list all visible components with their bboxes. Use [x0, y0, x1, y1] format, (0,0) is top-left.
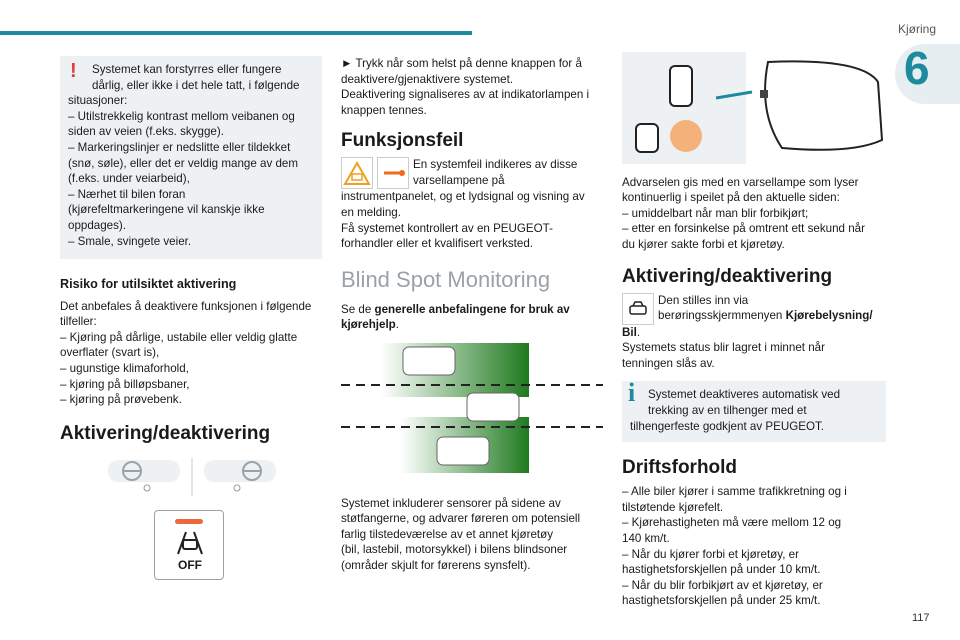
see-bold: generelle anbefalingene for bruk av kjørehjelp	[341, 302, 570, 332]
header-bar	[0, 31, 472, 35]
fault-heading: Funksjonsfeil	[341, 130, 464, 152]
info-icon: i	[628, 378, 636, 408]
risk-line: tilfeller:	[60, 315, 97, 329]
column-left	[60, 56, 322, 580]
mirror-line: kontinuerlig i speilet på den aktuelle siden:	[622, 191, 840, 205]
fault-row	[341, 157, 603, 189]
activation-menu-item: Bil	[622, 325, 637, 339]
section-title: Kjøring	[897, 22, 936, 36]
off-label: OFF	[178, 558, 202, 573]
activation-heading: Aktivering/deaktivering	[60, 422, 271, 444]
wrench-icon	[377, 157, 409, 189]
warning-line: dårlig, eller ikke i det hele tatt, i følgende	[92, 78, 300, 92]
fault-line: Få systemet kontrollert av en PEUGEOT-	[341, 221, 553, 235]
risk-heading: Risiko for utilsiktet aktivering	[60, 277, 237, 291]
info-box	[622, 378, 886, 442]
see-suffix: .	[395, 318, 399, 332]
warning-line: oppdages).	[68, 218, 127, 232]
conditions-line: tilstøtende kjørefelt.	[622, 500, 724, 514]
activation-menu-path: Kjørebelysning/	[785, 309, 873, 323]
column-middle	[341, 56, 603, 574]
car-settings-icon	[622, 293, 654, 325]
conditions-line: – Alle biler kjører i samme trafikkretning og i	[622, 485, 847, 499]
mirror-line: Advarselen gis med en varsellampe som lyser	[622, 175, 859, 189]
see-prefix: Se de	[341, 302, 375, 316]
indicator-lamp	[175, 519, 203, 524]
activation-row	[622, 293, 886, 325]
info-line: Systemet deaktiveres automatisk ved	[648, 388, 841, 402]
warning-line: situasjoner:	[68, 94, 128, 108]
risk-line: Det anbefales å deaktivere funksjonen i følgende	[60, 299, 312, 313]
conditions-line: hastighetsforskjellen på under 10 km/t.	[622, 563, 821, 577]
conditions-line: – Når du kjører forbi et kjøretøy, er	[622, 547, 799, 561]
activation-prefix: berøringsskjermmenyen	[658, 309, 786, 323]
conditions-line: – Kjørehastigheten må være mellom 12 og	[622, 516, 842, 530]
intro-line: Deaktivering signaliseres av at indikatorlampen i	[341, 88, 590, 102]
activation-line: Systemets status blir lagret i minnet når	[622, 341, 825, 355]
activation-line	[658, 308, 873, 324]
system-line: (områder skjult for førerens synsfelt).	[341, 558, 531, 572]
lane-warning-icon	[341, 157, 373, 189]
fault-line: forhandler eller et kvalifisert verksted.	[341, 237, 534, 251]
mirror-text	[622, 175, 886, 253]
warning-line: – Utilstrekkelig kontrast mellom veibanen og	[68, 109, 295, 123]
see-recommendations	[341, 302, 603, 333]
warning-icon: !	[70, 60, 77, 82]
activation-line: Den stilles inn via	[658, 293, 749, 307]
mirror-line: – umiddelbart når man blir forbikjørt;	[622, 206, 809, 220]
fault-text	[413, 157, 577, 189]
mirror-line: – etter en forsinkelse på omtrent ett sekund når	[622, 222, 865, 236]
fault-line: varsellampene på	[413, 173, 505, 187]
activation-text	[658, 293, 873, 325]
system-line: (bil, lastebil, motorsykkel) i bilens blindsoner	[341, 543, 568, 557]
activation-line: tenningen slås av.	[622, 356, 715, 370]
mirror-line: du kjører sakte forbi et kjøretøy.	[622, 237, 785, 251]
risk-line: overflater (svart is),	[60, 346, 160, 360]
page-number: 117	[912, 612, 930, 624]
warning-box	[60, 56, 322, 259]
lane-assist-icon	[172, 528, 208, 556]
fault-line: en melding.	[341, 205, 401, 219]
warning-line: siden av veien (f.eks. skygge).	[68, 125, 224, 139]
warning-line: Systemet kan forstyrres eller fungere	[92, 63, 282, 76]
info-line: trekking av en tilhenger med et	[648, 403, 807, 417]
intro-line: knappen tennes.	[341, 103, 427, 117]
risk-line: – kjøring på prøvebenk.	[60, 393, 182, 407]
fault-line: instrumentpanelet, og et lydsignal og visning av	[341, 190, 585, 204]
activation-heading-right: Aktivering/deaktivering	[622, 265, 833, 287]
column-right	[622, 52, 886, 609]
activation-suffix: .	[636, 325, 641, 339]
risk-line: – kjøring på billøpsbaner,	[60, 377, 190, 391]
warning-line: – Smale, svingete veier.	[68, 234, 192, 248]
info-line: tilhengerfeste godkjent av PEUGEOT.	[630, 419, 824, 433]
warning-line: – Markeringslinjer er nedslitte eller tildekket	[68, 140, 291, 154]
risk-text	[60, 299, 322, 408]
steering-wheel-illustration	[102, 456, 282, 498]
system-text	[341, 496, 603, 574]
blind-spot-illustration	[341, 341, 603, 477]
fault-line: En systemfeil indikeres av disse	[413, 158, 578, 172]
conditions-heading: Driftsforhold	[622, 457, 738, 479]
system-line: støtfangerne, og advarer føreren om potensiell	[341, 512, 581, 526]
risk-line: – Kjøring på dårlige, ustabile eller veldig glatte	[60, 330, 298, 344]
chapter-number: 6	[904, 42, 930, 94]
warning-line: (kjørefeltmarkeringene vil kanskje ikke	[68, 203, 265, 217]
activation-line	[622, 325, 886, 341]
system-line: Systemet inkluderer sensorer på sidene av	[341, 496, 561, 510]
warning-line: – Nærhet til bilen foran	[68, 187, 186, 201]
bsm-heading: Blind Spot Monitoring	[341, 266, 551, 292]
warning-line: (snø, søle), eller det er veldig mange av dem	[68, 156, 299, 170]
risk-line: – ugunstige klimaforhold,	[60, 361, 189, 375]
intro-line: deaktivere/gjenaktivere systemet.	[341, 72, 514, 86]
conditions-line: 140 km/t.	[622, 531, 670, 545]
conditions-line: hastighetsforskjellen på under 25 km/t.	[622, 594, 821, 608]
warning-line: (f.eks. under veiarbeid),	[68, 172, 190, 186]
intro-line: ► Trykk når som helst på denne knappen for å	[341, 57, 582, 70]
conditions-text	[622, 484, 886, 609]
system-line: farlig tilstedeværelse av et annet kjøretøy	[341, 527, 553, 541]
lane-keep-off-button[interactable]	[154, 510, 224, 580]
mirror-warning-illustration	[622, 52, 886, 164]
conditions-line: – Når du blir forbikjørt av et kjøretøy, er	[622, 578, 823, 592]
